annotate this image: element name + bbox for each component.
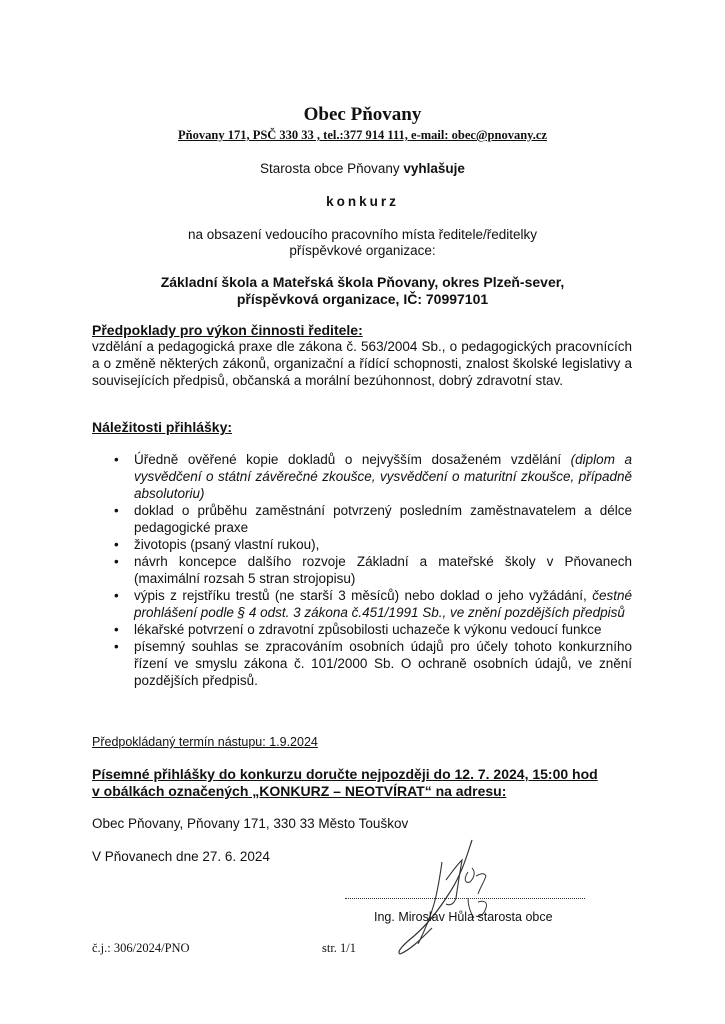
delivery-address: Obec Pňovany, Pňovany 171, 330 33 Město Touškov xyxy=(92,816,409,831)
bullet-icon: • xyxy=(114,537,119,552)
requirements-text: vzdělání a pedagogická praxe dle zákona č. 563/2004 Sb., o pedagogických pracovnících a o změně některých zákonů, organizační a řídící schopnosti, znalost školské legislativy a souvisejících předpisů, občanská a morální bezúhonnost, dobrý zdravotní stav. xyxy=(92,339,632,388)
bullet-icon: • xyxy=(114,622,119,637)
application-requirements-list xyxy=(112,451,632,689)
bullet-icon: • xyxy=(114,588,119,603)
municipality-address: Pňovany 171, PSČ 330 33 , tel.:377 914 111, e-mail: obec@pnovany.cz xyxy=(178,128,547,142)
reference-number: č.j.: 306/2024/PNO xyxy=(92,941,190,955)
signature-line xyxy=(345,898,585,899)
list-item: • životopis (psaný vlastní rukou), xyxy=(114,537,320,552)
purpose-line-2: příspěvkové organizace: xyxy=(289,243,436,258)
announcer-prefix: Starosta obce Pňovany xyxy=(260,161,404,176)
list-item: • výpis z rejstříku trestů (ne starší 3 měsíců) nebo doklad o jeho vyžádání, čestné prohlášení podle § 4 odst. 3 zákona č.451/1991 Sb., ve znění pozdějších předpisů xyxy=(114,588,632,620)
purpose-line-1: na obsazení vedoucího pracovního místa ředitele/ředitelky xyxy=(188,227,537,242)
list-item: • lékařské potvrzení o zdravotní způsobilosti uchazeče k výkonu vedoucí funkce xyxy=(114,622,602,637)
bullet-icon: • xyxy=(114,452,119,467)
list-item: • návrh koncepce dalšího rozvoje Základní a mateřské školy v Pňovanech (maximální rozsah 5 stran strojopisu) xyxy=(114,554,632,586)
place-and-date: V Pňovanech dne 27. 6. 2024 xyxy=(92,849,270,864)
announcer-line xyxy=(0,161,725,177)
announcer-verb: vyhlašuje xyxy=(403,161,465,176)
municipality-title: Obec Pňovany xyxy=(303,104,422,125)
signatory-name: Ing. Miroslav Hůla starosta obce xyxy=(374,910,553,924)
page-number: str. 1/1 xyxy=(322,941,357,955)
bullet-icon: • xyxy=(114,639,119,654)
bullet-icon: • xyxy=(114,554,119,569)
konkurz-heading: konkurz xyxy=(326,194,399,209)
bullet-icon: • xyxy=(114,503,119,518)
deadline-line-2: v obálkách označených „KONKURZ – NEOTVÍRAT“ na adresu: xyxy=(92,783,507,799)
handwritten-signature xyxy=(380,832,520,962)
start-date: Předpokládaný termín nástupu: 1.9.2024 xyxy=(92,735,318,749)
list-item: • doklad o průběhu zaměstnání potvrzený posledním zaměstnavatelem a délce pedagogické praxe xyxy=(114,503,632,535)
organization-line-2: příspěvková organizace, IČ: 70997101 xyxy=(236,291,489,307)
requirements-heading: Předpoklady pro výkon činnosti ředitele: xyxy=(92,322,363,338)
list-item: • Úředně ověřené kopie dokladů o nejvyšším dosaženém vzdělání (diplom a vysvědčení o státní závěrečné zkoušce, vysvědčení o maturitní zkoušce, případně absolutoriu) xyxy=(114,452,632,501)
organization-line-1: Základní škola a Mateřská škola Pňovany, okres Plzeň-sever, xyxy=(160,274,565,290)
application-heading: Náležitosti přihlášky: xyxy=(92,419,233,435)
list-item: • písemný souhlas se zpracováním osobních údajů pro účely tohoto konkurzního řízení ve smyslu zákona č. 101/2000 Sb. O ochraně osobních údajů, ve znění pozdějších předpisů. xyxy=(114,639,632,688)
deadline-line-1: Písemné přihlášky do konkurzu doručte nejpozději do 12. 7. 2024, 15:00 hod xyxy=(92,766,598,782)
